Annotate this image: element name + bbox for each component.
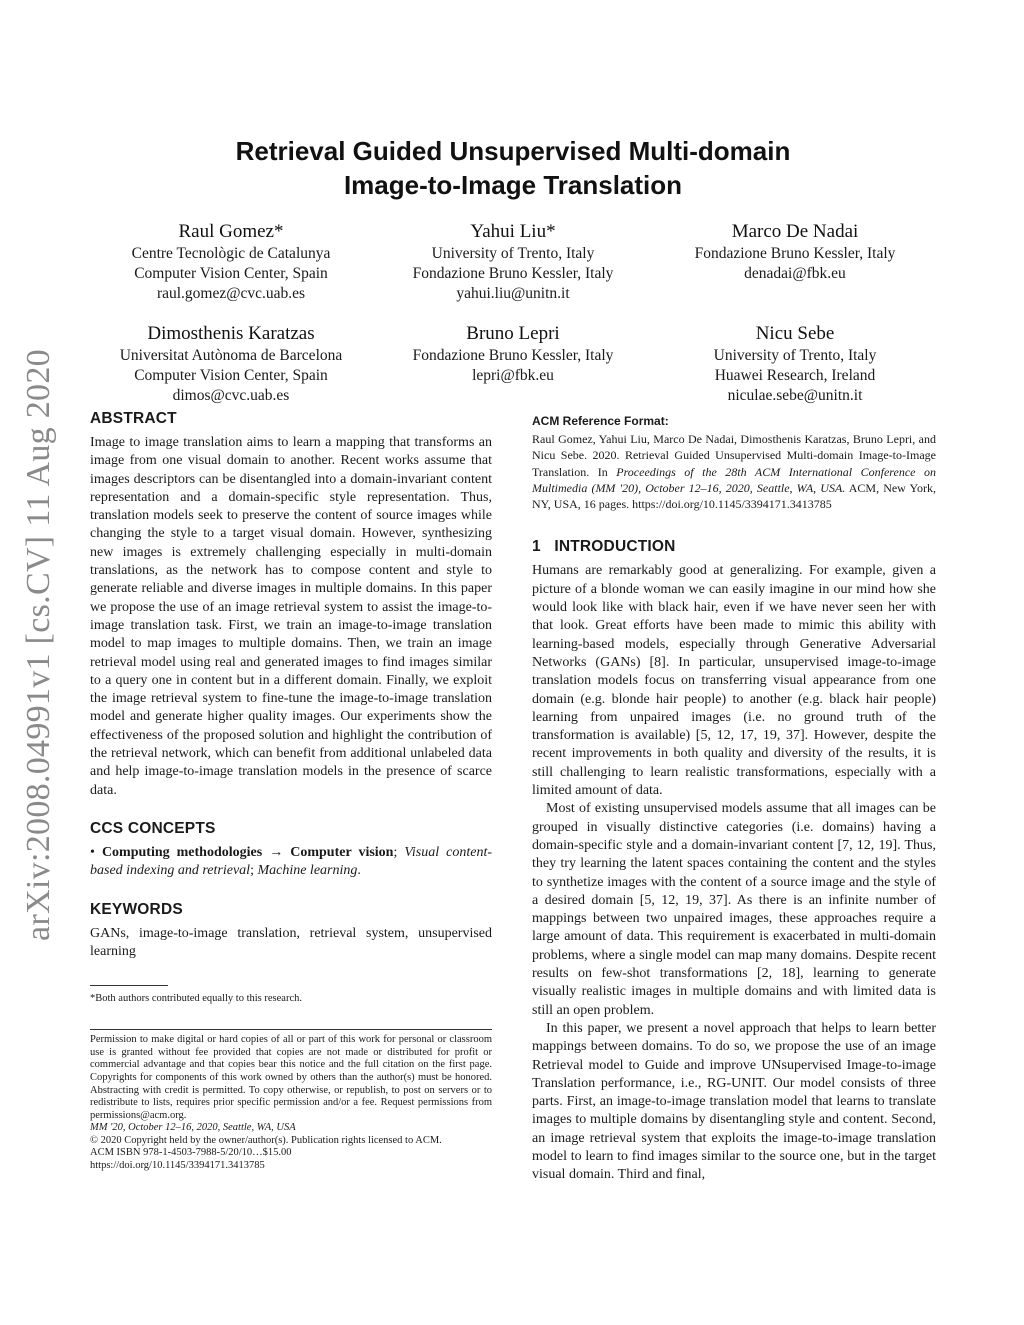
- author-email: yahui.liu@unitn.it: [456, 285, 570, 302]
- title-line-2: Image-to-Image Translation: [343, 170, 683, 200]
- author-affiliation: Computer Vision Center, Spain: [134, 367, 328, 384]
- doi-line: https://doi.org/10.1145/3394171.3413785: [90, 1160, 265, 1172]
- author-name: Marco De Nadai: [731, 221, 859, 242]
- author-email: niculae.sebe@unitn.it: [727, 387, 863, 404]
- author: [654, 322, 936, 406]
- abstract-heading: ABSTRACT: [90, 410, 177, 427]
- author: [90, 322, 372, 406]
- author: [372, 220, 654, 304]
- title-line-1: Retrieval Guided Unsupervised Multi-domain: [235, 136, 791, 166]
- author-name: Bruno Lepri: [466, 323, 560, 344]
- author-name: Yahui Liu*: [470, 221, 556, 242]
- keywords-heading: KEYWORDS: [90, 900, 183, 918]
- author-affiliation: Fondazione Bruno Kessler, Italy: [694, 245, 896, 262]
- ccs-heading: CCS CONCEPTS: [90, 819, 216, 837]
- isbn-line: ACM ISBN 978-1-4503-7988-5/20/10…$15.00: [90, 1147, 292, 1159]
- acm-ref-text: Raul Gomez, Yahui Liu, Marco De Nadai, Dimosthenis Karatzas, Bruno Lepri, and Nicu Sebe. 2020. Retrieval Guided Unsupervised Multi-domain Image-to-Image Translation. In Proceedings of the 28th ACM International Conference on Multimedia (MM '20), October 12–16, 2020, Seattle, WA, USA. ACM, New York, NY, USA, 16 pages. https://doi.org/10.1145/3394171.3413785: [532, 432, 936, 512]
- author-affiliation: Huawei Research, Ireland: [714, 367, 876, 384]
- author-affiliation: Fondazione Bruno Kessler, Italy: [412, 265, 614, 282]
- author-row-2: [90, 322, 936, 406]
- author-email: dimos@cvc.uab.es: [172, 387, 290, 404]
- paper-title: [90, 134, 936, 202]
- author-email: denadai@fbk.eu: [744, 265, 846, 282]
- author-row-1: [90, 220, 936, 304]
- author: [654, 220, 936, 304]
- ccs-italic: Visual content-based indexing and retrieval: [90, 844, 493, 879]
- intro-paragraph-3: In this paper, we present a novel approach that helps to learn better mappings between domains. To do so, we propose the use of an image Retrieval model to Guide and improve UNsupervised Image-to-image Translation performance, i.e., RG-UNIT. Our model consists of three parts. First, an image-to-image translation model that learns to translate images to multiple domains by disentangling style and content. Second, an image retrieval system that exploits the image-to-image translation model to learn to find images similar to the source one, but in the target visual domain. Third and final,: [532, 1020, 936, 1183]
- author-affiliation: University of Trento, Italy: [713, 347, 877, 364]
- right-column: [532, 414, 936, 1185]
- acm-ref-heading: ACM Reference Format:: [532, 414, 669, 428]
- author-affiliation: Centre Tecnològic de Catalunya: [131, 245, 331, 262]
- arxiv-sidebar: [14, 345, 64, 945]
- author-block: [90, 220, 936, 424]
- intro-paragraph-1: Humans are remarkably good at generalizing. For example, given a picture of a blonde woman we can easily imagine in our mind how she would look like with black hair, even if we have never seen her with that look. Great efforts have been made to mimic this ability with learning-based models, especially through Generative Adversarial Networks (GANs) [8]. In particular, unsupervised image-to-image translation models focus on transferring visual appearance from one domain (e.g. blonde hair people) to another (e.g. black hair people) learning from unpaired images (i.e. no ground truth of the transformation is available) [5, 12, 17, 19, 37]. However, despite the recent improvements in both quality and diversity of the results, it is still challenging to learn realistic transformations, especially with a limited amount of data.: [532, 563, 936, 799]
- author-affiliation: Computer Vision Center, Spain: [134, 265, 328, 282]
- keywords-text: GANs, image-to-image translation, retrieval system, unsupervised learning: [90, 925, 492, 959]
- intro-heading: 1 INTRODUCTION: [532, 538, 676, 556]
- ccs-concepts: • Computing methodologies → Computer vision; Visual content-based indexing and retrieval; Machine learning.: [90, 844, 493, 879]
- author-affiliation: Fondazione Bruno Kessler, Italy: [412, 347, 614, 364]
- arxiv-id: arXiv:2008.04991v1 [cs.CV] 11 Aug 2020: [20, 349, 57, 941]
- intro-paragraph-2: Most of existing unsupervised models assume that all images can be grouped in visually distinctive categories (i.e. domains) having a domain-specific style and a domain-invariant content [7, 12, 19]. Thus, they try learning the latent spaces containing the content and the styles to synthetize images with the content of a source image and the style of a desired domain [5, 12, 19, 37]. As there is an infinite number of mappings between two unpaired images, these approaches require a large amount of data. This requirement is exacerbated in multi-domain problems, where a single model can map many domains. Despite recent results on few-shot transformations [2, 18], learning to generate visually realistic images in multiple domains and with limited data is still an open problem.: [532, 801, 936, 1018]
- author-email: raul.gomez@cvc.uab.es: [156, 285, 306, 302]
- footnote-rule: [90, 985, 168, 986]
- author-name: Raul Gomez*: [178, 221, 284, 242]
- footnote: *Both authors contributed equally to this research.: [90, 993, 302, 1005]
- abstract-text: Image to image translation aims to learn a mapping that transforms an image from one visual domain to another. Recent works assume that images descriptors can be disentangled into a domain-invariant content representation and a domain-specific style representation. Thus, translation models seek to preserve the content of source images while changing the style to a target visual domain. However, synthesizing new images is extremely challenging especially in multi-domain translations, as the network has to compose content and style to generate reliable and diverse images in multiple domains. In this paper we propose the use of an image retrieval system to assist the image-to-image translation task. First, we train an image-to-image translation model to map images to multiple domains. Then, we train an image retrieval model using real and generated images to find images similar to a query one in content but in a different domain. Finally, we exploit the image retrieval system to fine-tune the image-to-image translation model and generate higher quality images. Our experiments show the effectiveness of the proposed solution and highlight the contribution of the retrieval network, which can benefit from additional unlabeled data and help image-to-image translation models in the presence of scarce data.: [90, 435, 492, 798]
- left-column: [90, 410, 492, 1173]
- author: [372, 322, 654, 406]
- ccs-bold: Computing methodologies → Computer vision: [101, 844, 394, 860]
- permission-text: Permission to make digital or hard copies of all or part of this work for personal or classroom use is granted without fee provided that copies are not made or distributed for profit or commercial advantage and that copies bear this notice and the full citation on the first page. Copyrights for components of this work owned by others than the author(s) must be honored. Abstracting with credit is permitted. To copy otherwise, or republish, to post on servers or to redistribute to lists, requires prior specific permission and/or a fee. Request permissions from permissions@acm.org.: [90, 1034, 492, 1121]
- author-affiliation: University of Trento, Italy: [431, 245, 595, 262]
- author-name: Nicu Sebe: [755, 323, 835, 344]
- permission-rule: [90, 1029, 492, 1030]
- author-name: Dimosthenis Karatzas: [147, 323, 315, 344]
- author-email: lepri@fbk.eu: [472, 367, 554, 384]
- venue-line: MM '20, October 12–16, 2020, Seattle, WA, USA: [90, 1122, 296, 1134]
- copyright-line: © 2020 Copyright held by the owner/author(s). Publication rights licensed to ACM.: [90, 1134, 442, 1146]
- author: [90, 220, 372, 304]
- author-affiliation: Universitat Autònoma de Barcelona: [119, 347, 343, 364]
- ccs-italic-2: Machine learning: [257, 863, 358, 879]
